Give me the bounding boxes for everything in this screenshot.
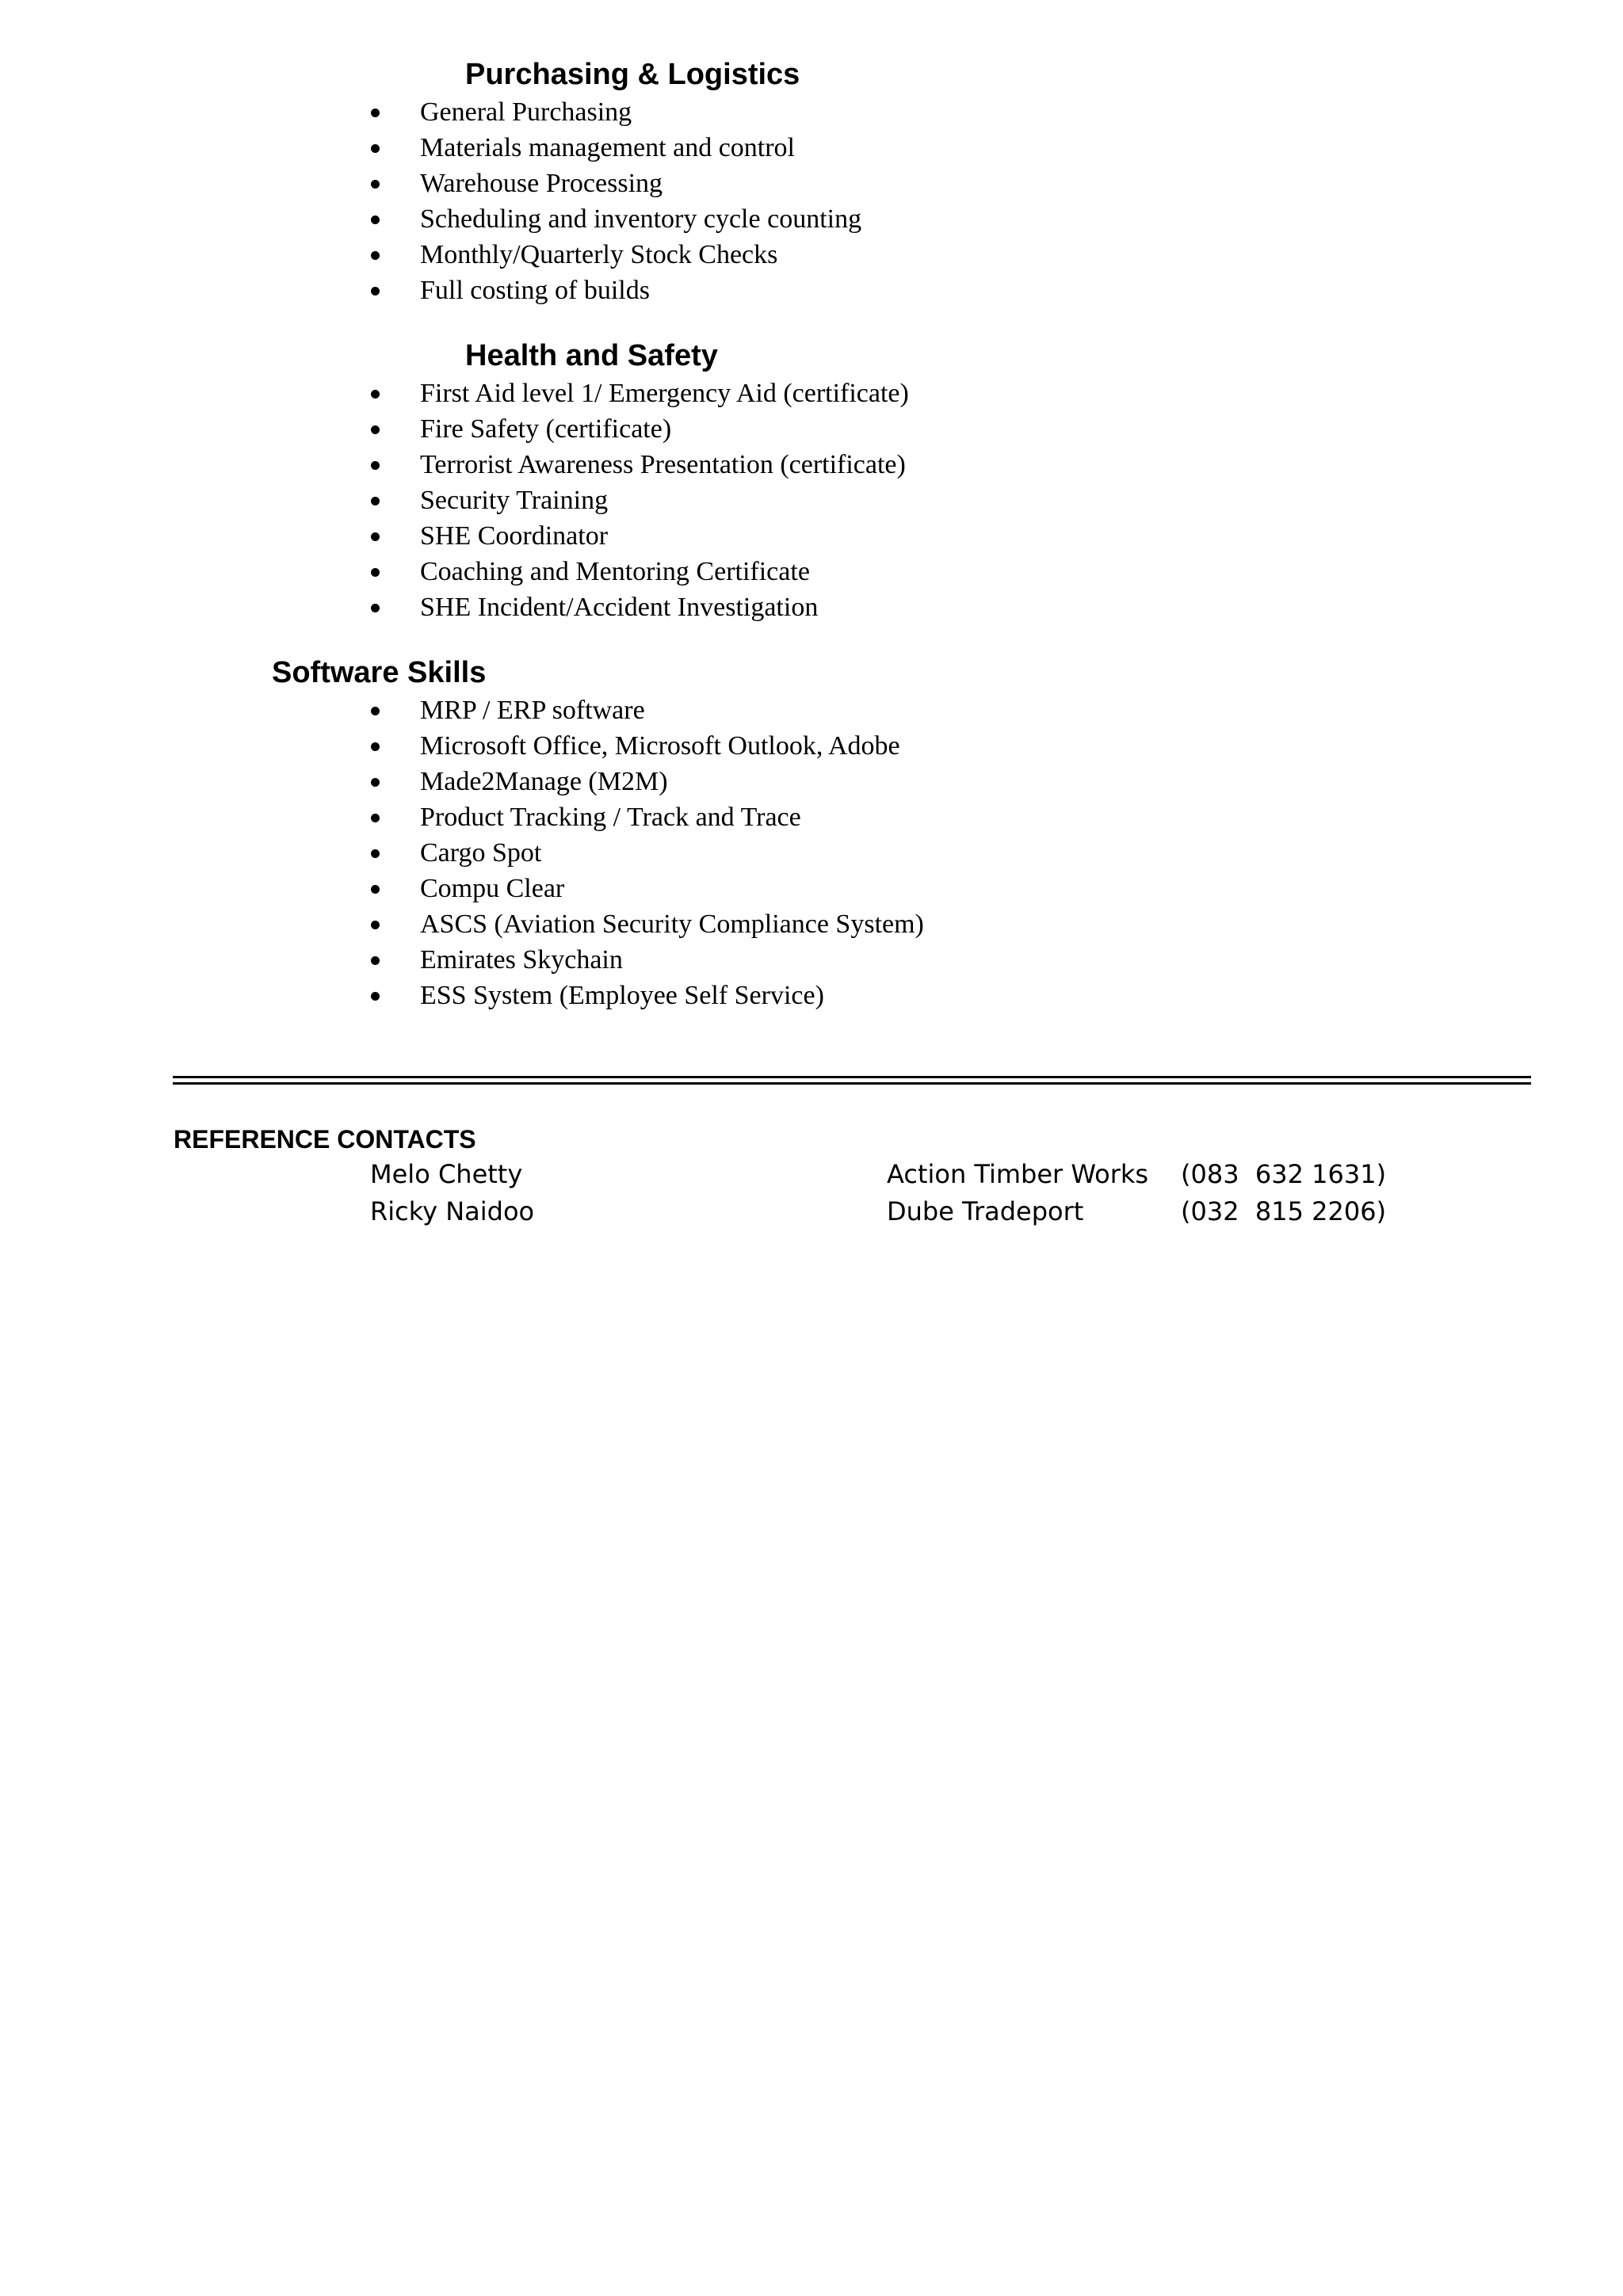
health-safety-heading: Health and Safety (465, 339, 718, 372)
list-item: SHE Coordinator (366, 518, 909, 554)
list-item: SHE Incident/Accident Investigation (366, 589, 909, 625)
reference-contacts-heading: REFERENCE CONTACTS (174, 1125, 476, 1154)
list-item: First Aid level 1/ Emergency Aid (certificate) (366, 376, 909, 411)
list-item: Product Tracking / Track and Trace (366, 799, 924, 835)
list-item: Made2Manage (M2M) (366, 764, 924, 799)
list-item: Scheduling and inventory cycle counting (366, 201, 861, 237)
list-item: Security Training (366, 482, 909, 518)
contact-company: Dube Tradeport (887, 1196, 1084, 1226)
list-item: Cargo Spot (366, 835, 924, 871)
reference-contact-row (0, 1193, 1623, 1230)
list-item: Materials management and control (366, 130, 861, 166)
list-item: ESS System (Employee Self Service) (366, 978, 924, 1013)
list-item: Warehouse Processing (366, 166, 861, 201)
list-item: Emirates Skychain (366, 942, 924, 978)
divider-top-line (173, 1076, 1531, 1078)
list-item: Monthly/Quarterly Stock Checks (366, 237, 861, 273)
contact-company: Action Timber Works (887, 1159, 1149, 1189)
reference-contact-row (0, 1156, 1623, 1192)
contact-phone: (083 632 1631) (1181, 1159, 1387, 1189)
list-item: ASCS (Aviation Security Compliance System) (366, 906, 924, 942)
divider-bottom-line (173, 1082, 1531, 1085)
list-item: Coaching and Mentoring Certificate (366, 554, 909, 589)
list-item: Microsoft Office, Microsoft Outlook, Adobe (366, 728, 924, 764)
contact-phone: (032 815 2206) (1181, 1196, 1387, 1226)
list-item: Full costing of builds (366, 273, 861, 308)
software-skills-list (366, 692, 924, 1013)
contact-name: Melo Chetty (370, 1159, 523, 1189)
list-item: Terrorist Awareness Presentation (certificate) (366, 447, 909, 482)
health-safety-list (366, 376, 909, 625)
list-item: General Purchasing (366, 94, 861, 130)
list-item: Compu Clear (366, 871, 924, 906)
software-skills-heading: Software Skills (272, 656, 487, 689)
list-item: Fire Safety (certificate) (366, 411, 909, 447)
purchasing-logistics-heading: Purchasing & Logistics (465, 58, 800, 91)
list-item: MRP / ERP software (366, 692, 924, 728)
purchasing-logistics-list (366, 94, 861, 308)
contact-name: Ricky Naidoo (370, 1196, 535, 1226)
